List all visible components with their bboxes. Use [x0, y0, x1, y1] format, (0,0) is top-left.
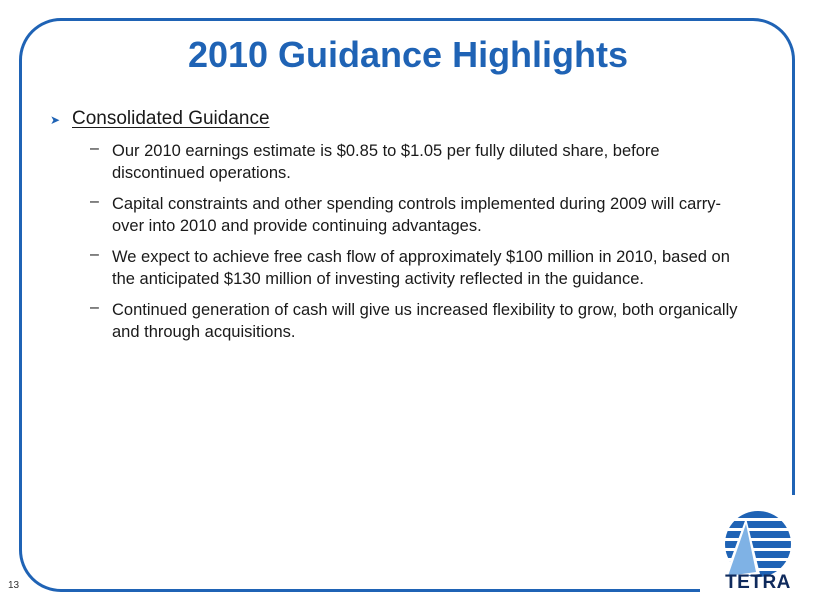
list-item-text: Capital constraints and other spending controls implemented during 2009 will carry-over into 2010 and provide continuing advantages.	[112, 195, 721, 235]
list-item-text: Continued generation of cash will give us increased flexibility to grow, both organically and through acquisitions.	[112, 301, 738, 341]
logo-wordmark: TETRA	[725, 572, 791, 593]
list-item-text: Our 2010 earnings estimate is $0.85 to $1.05 per fully diluted share, before discontinued operations.	[112, 142, 660, 182]
list-item	[90, 299, 770, 343]
section-heading-row	[50, 108, 770, 130]
list-item-text: We expect to achieve free cash flow of approximately $100 million in 2010, based on the anticipated $130 million of investing activity reflected in the guidance.	[112, 248, 730, 288]
list-item	[90, 140, 770, 184]
guidance-list	[90, 140, 770, 343]
list-item	[90, 193, 770, 237]
dash-icon: –	[90, 193, 99, 210]
dash-icon: –	[90, 299, 99, 316]
dash-icon: –	[90, 246, 99, 263]
chevron-right-icon: ➤	[50, 113, 61, 127]
list-item	[90, 246, 770, 290]
dash-icon: –	[90, 140, 99, 157]
page-number: 13	[8, 580, 20, 591]
slide-title: 2010 Guidance Highlights	[187, 34, 629, 75]
section-heading: Consolidated Guidance	[72, 108, 270, 129]
slide-content	[50, 108, 770, 352]
